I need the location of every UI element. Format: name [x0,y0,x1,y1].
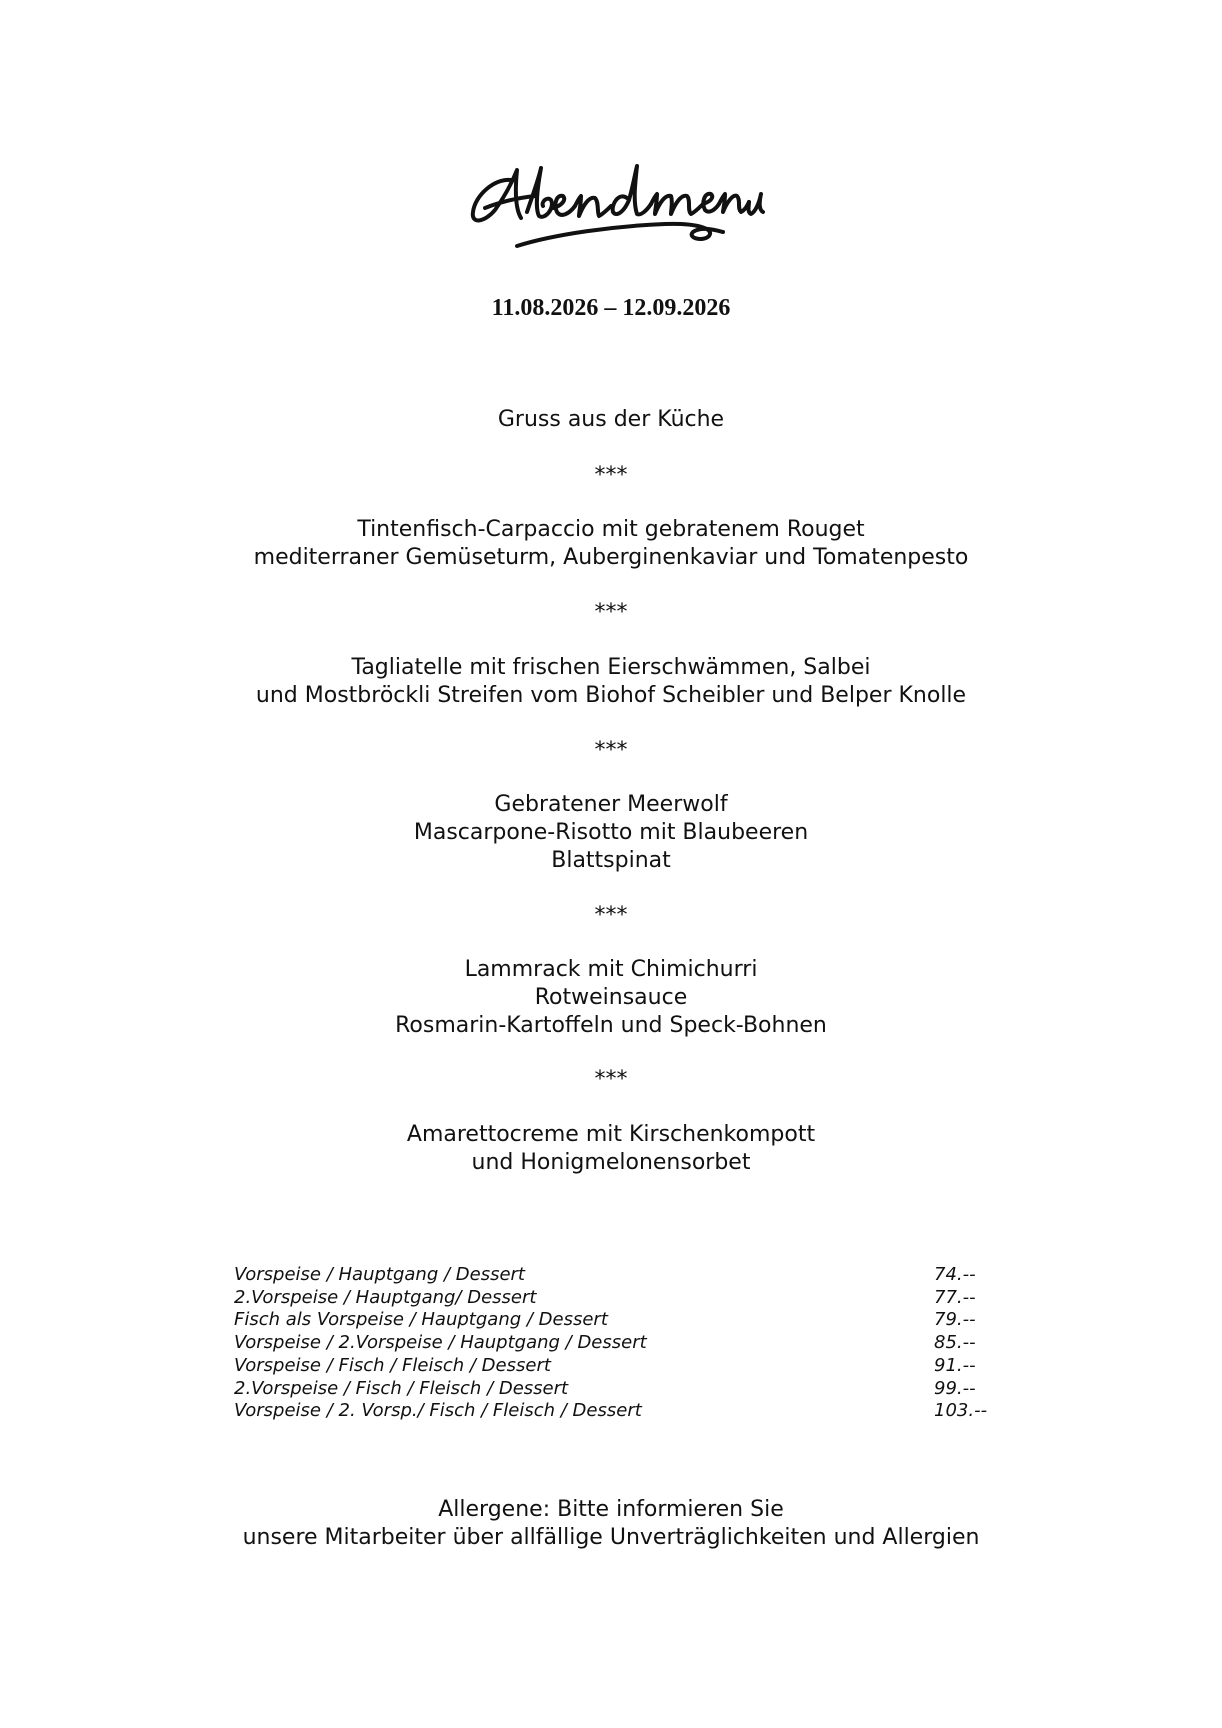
course-line: Tagliatelle mit frischen Eierschwämmen, Salbei [351,655,871,680]
course-line: Rosmarin-Kartoffeln und Speck-Bohnen [395,1013,827,1038]
price-row [234,1400,1004,1423]
course-separator: *** [594,1067,628,1092]
price-label: Fisch als Vorspeise / Hauptgang / Dessert [234,1309,608,1331]
course-greeting [0,406,1222,434]
course-line: Amarettocreme mit Kirschenkompott [406,1122,816,1147]
course-line: Lammrack mit Chimichurri [464,957,758,982]
course-separator: *** [594,738,628,763]
course-starter [0,516,1222,572]
price-label: 2.Vorspeise / Fisch / Fleisch / Dessert [234,1377,569,1399]
allergy-note [0,1496,1222,1552]
course-dessert [0,1121,1222,1177]
course-meat [0,956,1222,1040]
abendmenu-script-logo [465,150,765,260]
date-range: 11.08.2026 – 12.09.2026 [491,295,731,321]
price-amount: 74.-- [934,1264,976,1285]
course-line: Mascarpone-Risotto mit Blaubeeren [413,820,809,845]
course-line: Rotweinsauce [534,985,688,1010]
price-row [234,1378,1004,1401]
price-row [234,1264,1004,1287]
price-row [234,1332,1004,1355]
course-line: mediterraner Gemüseturm, Auberginenkaviar und Tomatenpesto [253,545,969,570]
price-label: Vorspeise / 2.Vorspeise / Hauptgang / Dessert [234,1332,647,1354]
course-line: Gebratener Meerwolf [494,792,728,817]
price-row [234,1309,1004,1332]
course-separator: *** [594,463,628,488]
price-label: 2.Vorspeise / Hauptgang/ Dessert [234,1286,537,1308]
price-label: Vorspeise / Hauptgang / Dessert [234,1264,525,1285]
course-fish [0,791,1222,875]
abendmenu-logo [465,150,765,260]
price-list [234,1264,1004,1423]
price-amount: 85.-- [934,1332,976,1354]
price-label: Vorspeise / 2. Vorsp./ Fisch / Fleisch / Dessert [234,1400,642,1422]
course-line: Blattspinat [551,848,671,873]
price-row [234,1355,1004,1378]
price-amount: 91.-- [934,1354,976,1376]
allergy-line-2: unsere Mitarbeiter über allfällige Unverträglichkeiten und Allergien [242,1525,980,1550]
course-line: Tintenfisch-Carpaccio mit gebratenem Rouget [357,517,865,542]
price-label: Vorspeise / Fisch / Fleisch / Dessert [234,1354,551,1376]
course-line: Gruss aus der Küche [497,407,725,432]
price-amount: 99.-- [934,1377,976,1399]
price-amount: 77.-- [934,1286,976,1308]
course-second-starter [0,654,1222,710]
price-row [234,1287,1004,1310]
course-line: und Mostbröckli Streifen vom Biohof Scheibler und Belper Knolle [255,683,967,708]
price-amount: 79.-- [934,1309,976,1331]
course-separator: *** [594,903,628,928]
course-line: und Honigmelonensorbet [471,1150,751,1175]
allergy-line-1: Allergene: Bitte informieren Sie [438,1497,784,1522]
price-amount: 103.-- [934,1400,988,1422]
course-separator: *** [594,600,628,625]
